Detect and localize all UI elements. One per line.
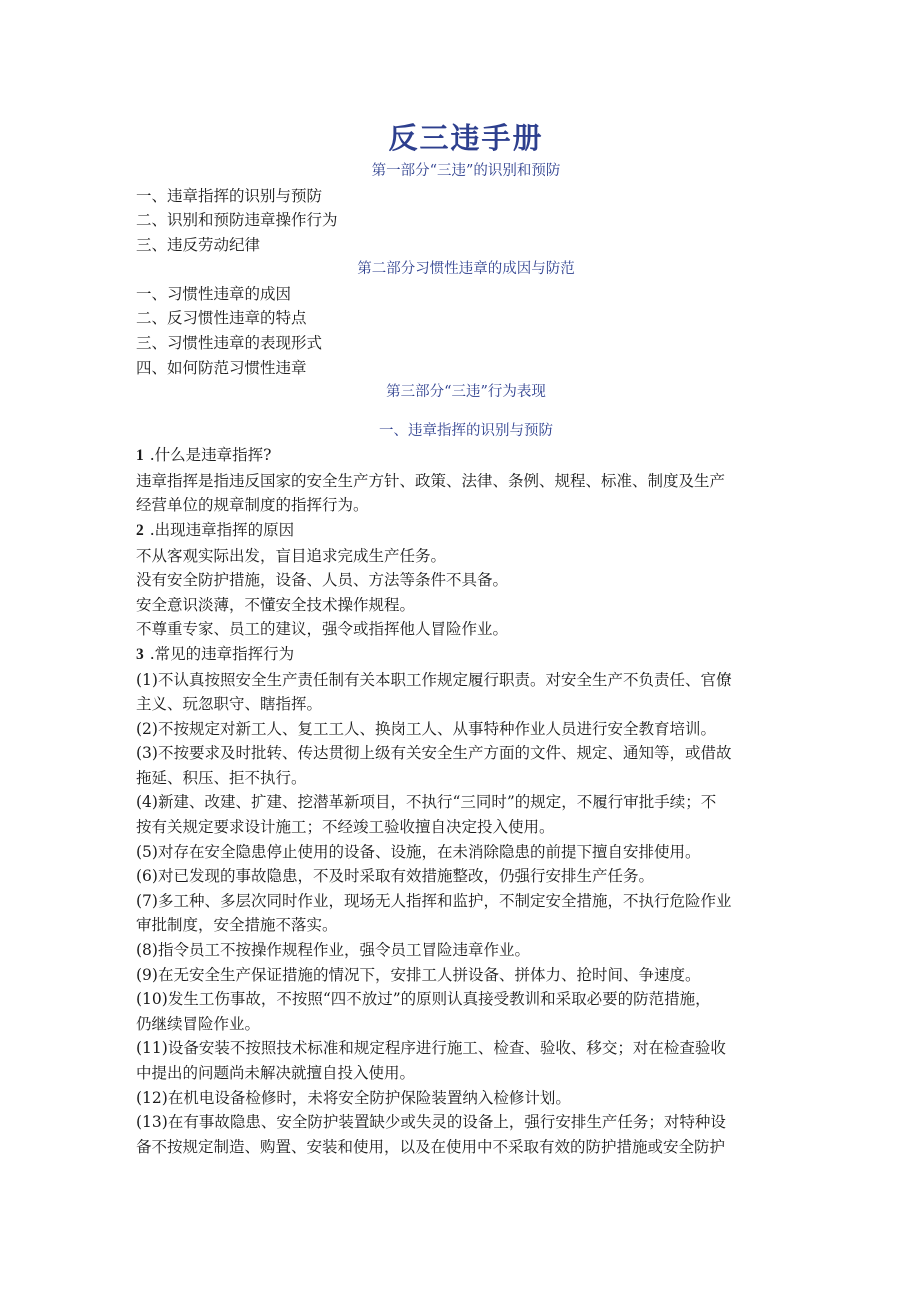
body-line: (4)新建、改建、扩建、挖潜革新项目，不执行“三同时”的规定，不履行审批手续；不: [136, 793, 717, 812]
body-line: (6)对已发现的事故隐患，不及时采取有效措施整改，仍强行安排生产任务。: [136, 867, 654, 886]
part-3-heading: 第三部分“三违”行为表现: [386, 384, 546, 401]
body-line: (9)在无安全生产保证措施的情况下，安排工人拼设备、拼体力、抢时间、争速度。: [136, 965, 701, 984]
body-line: (5)对存在安全隐患停止使用的设备、设施，在未消除隐患的前提下擅自安排使用。: [136, 842, 701, 861]
part-2-heading: 第二部分习惯性违章的成因与防范: [357, 261, 575, 278]
toc-item: 三、违反劳动纪律: [136, 235, 261, 254]
body-line: (8)指令员工不按操作规程作业，强令员工冒险违章作业。: [136, 941, 530, 960]
toc-item: 二、反习惯性违章的特点: [136, 309, 307, 328]
toc-item: 二、识别和预防违章操作行为: [136, 211, 338, 230]
body-line: (1)不认真按照安全生产责任制有关本职工作规定履行职责。对安全生产不负责任、官僚: [136, 670, 732, 689]
question-1-heading: [136, 443, 796, 469]
body-line: (11)设备安装不按照技术标准和规定程序进行施工、检查、验收、移交；对在检查验收: [136, 1039, 726, 1058]
question-number: 1: [136, 447, 144, 465]
toc-item: 四、如何防范习惯性违章: [136, 358, 307, 377]
part-1-heading: 第一部分“三违”的识别和预防: [371, 163, 561, 179]
document-title: 反三违手册: [388, 121, 544, 155]
question-number: 2: [136, 521, 144, 539]
body-line: (7)多工种、多层次同时作业，现场无人指挥和监护，不制定安全措施，不执行危险作业: [136, 891, 732, 910]
body-line: (12)在机电设备检修时，未将安全防护保险装置纳入检修计划。: [136, 1088, 571, 1107]
body-line: (13)在有事故隐患、安全防护装置缺少或失灵的设备上，强行安排生产任务；对特种设: [136, 1113, 726, 1132]
question-number: 3: [136, 645, 144, 663]
body-line: 没有安全防护措施，设备、人员、方法等条件不具备。: [136, 571, 509, 590]
body-line: 拖延、积压、拒不执行。: [136, 768, 307, 787]
question-title: .什么是违章指挥?: [149, 446, 272, 465]
body-line: 按有关规定要求设计施工；不经竣工验收擅自决定投入使用。: [136, 818, 555, 837]
body-line: 审批制度，安全措施不落实。: [136, 916, 338, 935]
body-line: 违章指挥是指违反国家的安全生产方针、政策、法律、条例、规程、标准、制度及生产: [136, 471, 726, 490]
body-line: 仍继续冒险作业。: [136, 1014, 261, 1033]
body-line: 备不按规定制造、购置、安装和使用，以及在使用中不采取有效的防护措施或安全防护: [136, 1137, 726, 1156]
body-line: 不尊重专家、员工的建议，强令或指挥他人冒险作业。: [136, 620, 509, 639]
document-page: [136, 118, 796, 1159]
body-line: 安全意识淡薄，不懂安全技术操作规程。: [136, 595, 416, 614]
body-line: 主义、玩忽职守、瞎指挥。: [136, 695, 323, 714]
section-heading: 一、违章指挥的识别与预防: [379, 422, 553, 439]
question-title: .常见的违章指挥行为: [149, 644, 295, 663]
toc-item: 一、习惯性违章的成因: [136, 284, 292, 303]
body-line: (10)发生工伤事故，不按照“四不放过”的原则认真接受教训和采取必要的防范措施，: [136, 990, 711, 1009]
question-title: .出现违章指挥的原因: [149, 520, 295, 539]
toc-item: 三、习惯性违章的表现形式: [136, 333, 323, 352]
question-3-heading: [136, 642, 796, 668]
body-line: 不从客观实际出发，盲目追求完成生产任务。: [136, 546, 447, 565]
question-2-heading: [136, 518, 796, 544]
body-line: (2)不按规定对新工人、复工工人、换岗工人、从事特种作业人员进行安全教育培训。: [136, 719, 716, 738]
body-line: (3)不按要求及时批转、传达贯彻上级有关安全生产方面的文件、规定、通知等，或借故: [136, 744, 732, 763]
toc-item: 一、违章指挥的识别与预防: [136, 186, 323, 205]
body-line: 中提出的问题尚未解决就擅自投入使用。: [136, 1064, 416, 1082]
body-line: 经营单位的规章制度的指挥行为。: [136, 496, 369, 515]
